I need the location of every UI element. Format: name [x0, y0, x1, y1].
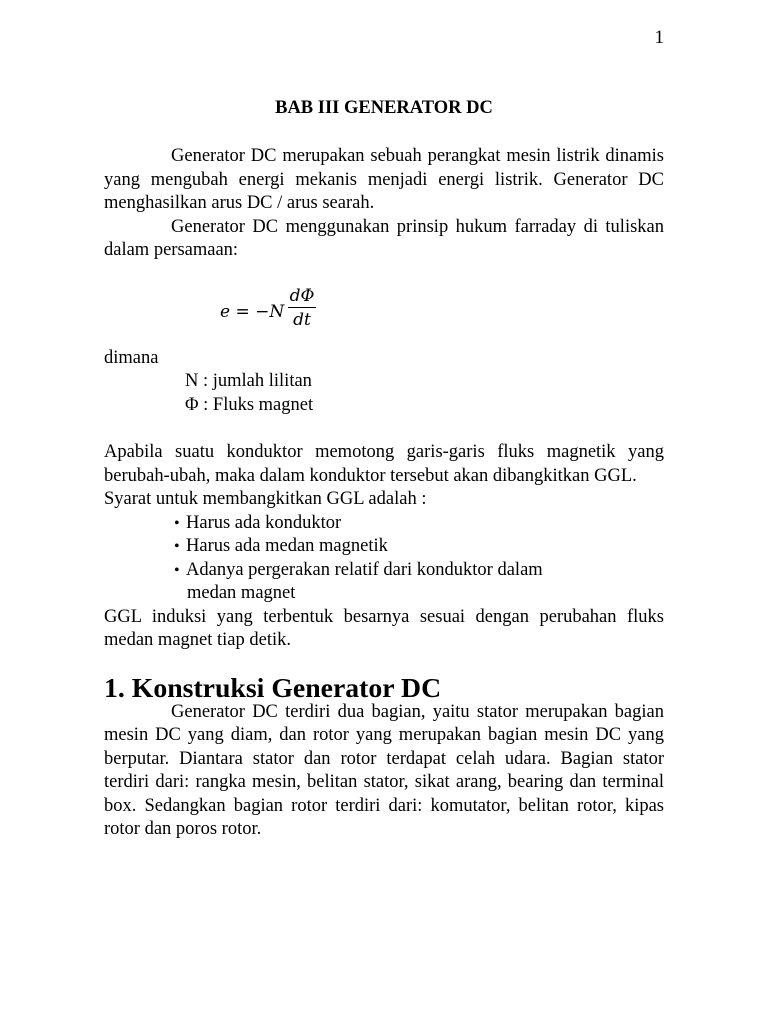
list-item-continuation: medan magnet	[187, 583, 296, 603]
equation-numerator: dΦ	[289, 285, 315, 306]
section-paragraph: Generator DC terdiri dua bagian, yaitu stator merupakan bagian mesin DC yang diam, dan rotor yang merupakan bagian mesin DC yang berputar. Diantara stator dan rotor terdapat celah udara. Bagian stator terdiri dari: rangka mesin, belitan stator, sikat arang, bearing dan terminal box. Sedangkan bagian rotor terdiri dari: komutator, belitan rotor, kipas rotor dan poros rotor.	[104, 701, 664, 839]
definition-item: N : jumlah lilitan	[185, 371, 312, 391]
list-item	[104, 535, 664, 559]
where-label: dimana	[104, 347, 159, 368]
faraday-equation	[104, 285, 664, 343]
requirements-intro: Syarat untuk membangkitkan GGL adalah :	[104, 489, 427, 509]
bullet-icon: •	[174, 538, 180, 555]
equation-denominator: dt	[293, 309, 311, 330]
chapter-title: BAB III GENERATOR DC	[275, 98, 493, 118]
intro-paragraph-1: Generator DC merupakan sebuah perangkat mesin listrik dinamis yang mengubah energi mekanis menjadi energi listrik. Generator DC menghasilkan arus DC / arus searah.	[104, 146, 664, 213]
bullet-icon: •	[174, 561, 180, 579]
list-item	[104, 512, 664, 536]
section-heading: 1. Konstruksi Generator DC	[104, 672, 442, 704]
list-item-text: Adanya pergerakan relatif dari konduktor dalam	[186, 559, 543, 580]
intro-paragraph-2: Generator DC menggunakan prinsip hukum farraday di tuliskan dalam persamaan:	[104, 216, 664, 260]
definition-item: Φ : Fluks magnet	[185, 394, 314, 415]
list-item-text: Harus ada medan magnetik	[186, 536, 388, 556]
equation-lhs: e = −N	[220, 301, 285, 322]
ggl-paragraph: Apabila suatu konduktor memotong garis-garis fluks magnetik yang berubah-ubah, maka dalam konduktor tersebut akan dibangkitkan GGL.	[104, 442, 664, 486]
page-number: 1	[654, 27, 664, 48]
list-item-text: Harus ada konduktor	[186, 512, 342, 533]
list-item	[104, 559, 664, 583]
equation-fraction	[288, 285, 316, 332]
ggl-induction-paragraph: GGL induksi yang terbentuk besarnya sesuai dengan perubahan fluks medan magnet tiap detik.	[104, 606, 664, 650]
document-body	[104, 96, 664, 842]
bullet-icon: •	[174, 514, 180, 532]
